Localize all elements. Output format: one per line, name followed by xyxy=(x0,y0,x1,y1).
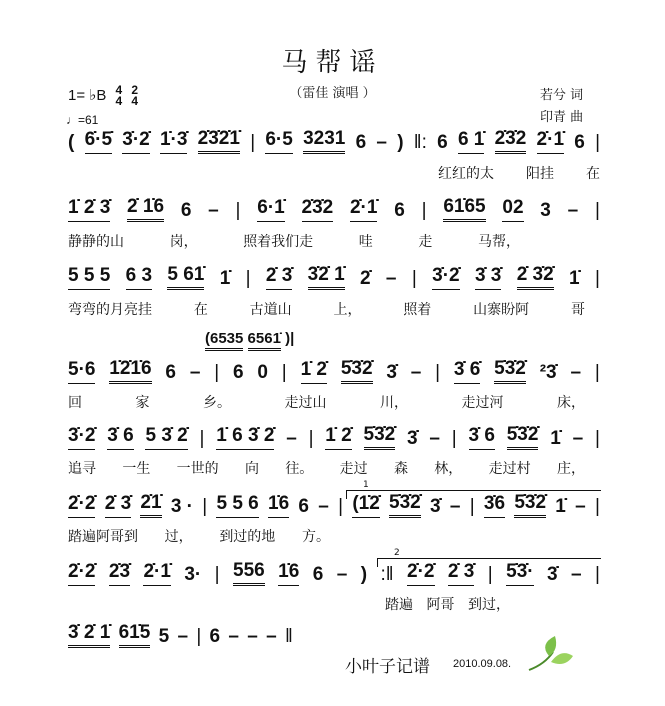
leaf-icon xyxy=(525,634,575,674)
note-group: – xyxy=(286,428,297,449)
lyric-word: 照着 xyxy=(403,302,432,318)
lyric-word: 走过河 xyxy=(461,395,504,411)
barline: | xyxy=(594,496,600,517)
barline: | xyxy=(487,564,493,585)
note-group: – xyxy=(318,496,329,517)
note-group: 61̇5 xyxy=(119,622,151,648)
lyric-word: 家 xyxy=(135,395,150,411)
volta-bracket xyxy=(346,480,601,499)
note-group: 5 61̇ xyxy=(167,264,204,290)
note-group: 02 xyxy=(502,197,523,222)
note-group: – xyxy=(247,626,258,647)
time-signature-2 xyxy=(131,85,138,107)
note-group: 1̇ 2̇ xyxy=(301,359,327,384)
note-group: 5̇3̇2̇ xyxy=(341,358,373,384)
note-group: 3̇2̇ 1̇ xyxy=(308,264,345,290)
transcriber-signature: 小叶子记谱 xyxy=(345,657,430,677)
note-group: 3̇ 6 xyxy=(469,425,495,450)
note-group: 1̇2̇1̇6 xyxy=(109,358,151,384)
lyric-word: 踏遍阿哥到 xyxy=(68,529,138,545)
note-group: 3̇·2̇ xyxy=(122,129,149,154)
note-group: 1̇ xyxy=(569,268,580,289)
note-group: 3̇ 3̇ xyxy=(475,265,501,290)
lyric-word: 庄， xyxy=(556,461,585,477)
note-group: 6 xyxy=(232,362,244,383)
note-group: 2̇ 1̇6 xyxy=(127,196,164,222)
note-group: 556 xyxy=(233,560,265,586)
note-group: 5̇3̇2̇ xyxy=(494,358,526,384)
lyrics-line xyxy=(68,299,585,319)
notation-line xyxy=(68,622,293,648)
barline: | xyxy=(214,564,220,585)
note-group: 5 3̇ 2̇ xyxy=(145,425,187,450)
notation-line xyxy=(68,264,600,290)
note-group: 2̇ xyxy=(360,268,371,289)
time-signature-1 xyxy=(116,85,123,107)
volta-bracket xyxy=(377,548,601,567)
lyric-word: 追寻 xyxy=(68,461,96,477)
note-group: – xyxy=(336,564,348,585)
note-group: 5̇3̇· xyxy=(506,561,533,586)
note-group: 5̇3̇2̇ xyxy=(389,492,421,518)
lyric-word: 岗， xyxy=(169,234,198,250)
note-group: ) xyxy=(397,132,404,153)
note-group: 6 xyxy=(298,496,309,517)
barline: | xyxy=(594,362,600,383)
barline: | xyxy=(411,268,417,289)
lyric-word: 床， xyxy=(557,395,585,411)
lyric-word: 森 xyxy=(393,461,408,477)
volta-number: 2 xyxy=(394,548,400,558)
note-group: – xyxy=(429,428,440,449)
note-group: 1̇·3̇ xyxy=(160,129,187,154)
note-group: 5 5 6 xyxy=(216,493,258,518)
barline: | xyxy=(308,428,314,449)
note-group: 3̇6 xyxy=(484,493,505,518)
note-group: 1̇6 xyxy=(278,561,299,586)
note-group: 3̇ 2̇ 1̇ xyxy=(68,622,110,648)
note-group: 2̇·1̇ xyxy=(537,129,564,154)
barline: :‖ xyxy=(380,564,394,585)
note-group: – xyxy=(449,496,461,517)
barline: | xyxy=(281,362,287,383)
lyric-word: 马帮， xyxy=(477,234,520,250)
note-group: 1̇ xyxy=(550,428,561,449)
barline: | xyxy=(245,268,251,289)
note-group: (1̇2̇ xyxy=(352,493,379,518)
lyric-word: 在 xyxy=(193,302,208,318)
lyric-word: 踏遍 xyxy=(385,597,413,613)
note-group: 6 xyxy=(209,626,221,647)
note-group: 6·5 xyxy=(265,129,292,154)
barline: | xyxy=(196,626,202,647)
note-group: 2̇ 3̇ xyxy=(448,561,474,586)
composer-credit: 印青 曲 xyxy=(540,110,584,125)
interlude-end: )| xyxy=(285,330,295,347)
note-group: 5 xyxy=(158,626,170,647)
barline: | xyxy=(235,200,241,221)
lyric-word: 走 xyxy=(418,234,433,250)
note-group: – xyxy=(567,200,579,221)
notation-line xyxy=(68,424,600,450)
lyrics-line xyxy=(68,231,520,251)
lyric-word: 走过村 xyxy=(488,461,531,477)
note-group: – xyxy=(575,496,586,517)
note-group: 2̇ 3̇ xyxy=(105,493,131,518)
note-group: 3 · xyxy=(170,496,194,517)
lyric-word: 方。 xyxy=(301,529,330,545)
interlude-phrase xyxy=(205,330,294,348)
note-group: 1̇ xyxy=(219,268,231,289)
volta-number: 1 xyxy=(363,480,369,490)
note-group: 6 xyxy=(355,132,367,153)
note-group: 6 1̇ xyxy=(458,129,484,154)
lyric-word: 向 xyxy=(244,461,259,477)
barline: | xyxy=(594,268,600,289)
note-group: ²3̇ xyxy=(539,362,557,383)
notation-line xyxy=(68,128,600,154)
note-group: ( xyxy=(68,132,75,153)
note-group: 2̇3̇2 xyxy=(495,128,527,154)
lyrics-line xyxy=(68,458,585,478)
lyric-word: 川， xyxy=(380,395,408,411)
barline: | xyxy=(421,200,427,221)
note-group: 2̇1̇ xyxy=(140,492,161,518)
note-group: 0 xyxy=(257,362,268,383)
note-group: 6 xyxy=(312,564,324,585)
barline: | xyxy=(469,496,475,517)
note-group: 5̇3̇2̇ xyxy=(514,492,546,518)
note-group: – xyxy=(266,626,277,647)
time-bottom: 4 xyxy=(115,94,123,109)
barline: | xyxy=(595,564,600,585)
note-group: – xyxy=(228,626,239,647)
lyrics-line xyxy=(385,594,510,614)
singer-credit: （雷佳 演唱 ） xyxy=(289,86,376,101)
note-group: 2̇ 3̇2̇ xyxy=(517,264,554,290)
note-group: 2̇3̇ xyxy=(109,561,130,586)
lyric-word: 乡。 xyxy=(203,395,231,411)
note-group: 3· xyxy=(184,564,202,585)
note-group: 1̇ 6 3̇ 2̇ xyxy=(216,425,274,450)
interlude-notes: (6535 xyxy=(205,330,243,351)
time-top: 4 xyxy=(115,83,123,98)
note-group: 3̇ xyxy=(430,496,441,517)
barline: ‖ xyxy=(285,626,293,647)
key-label: 1= ♭B xyxy=(68,87,107,104)
barline: | xyxy=(435,362,441,383)
note-group: – xyxy=(572,428,584,449)
note-group: – xyxy=(570,362,582,383)
note-group: 5̇3̇2̇ xyxy=(364,424,396,450)
lyric-word: 回 xyxy=(68,395,82,411)
lyric-word: 古道山 xyxy=(249,302,292,318)
note-group: 61̇65 xyxy=(443,196,485,222)
note-group: 3̇ xyxy=(407,428,418,449)
lyric-word: 阿哥 xyxy=(426,597,455,613)
lyric-word: 哥 xyxy=(570,302,585,318)
note-group: 6 xyxy=(437,132,448,153)
time-top: 2 xyxy=(131,83,139,98)
lyric-word: 林， xyxy=(434,461,463,477)
note-group: 2̇·2̇ xyxy=(407,561,434,586)
barline: | xyxy=(250,132,256,153)
lyric-word: 到过的地 xyxy=(219,529,276,545)
lyrics-line xyxy=(68,526,330,546)
note-group: 6̇·5̇ xyxy=(85,129,112,154)
lyric-word: 一生 xyxy=(122,461,151,477)
barline: | xyxy=(451,428,457,449)
tempo-marking: ♩=61 xyxy=(66,113,99,127)
note-group: 2̇·1̇ xyxy=(143,561,170,586)
lyric-word: 过， xyxy=(164,529,193,545)
lyric-word: 往。 xyxy=(285,461,314,477)
note-group: 3̇ 6̇ xyxy=(454,359,480,384)
lyric-word: 山寨盼阿 xyxy=(473,302,530,318)
note-group: 3̇ xyxy=(547,564,558,585)
note-group: 5̇3̇2̇ xyxy=(507,424,539,450)
note-group: 6 xyxy=(180,200,192,221)
lyricist-credit: 若兮 词 xyxy=(540,88,584,103)
notation-line xyxy=(68,358,600,384)
note-group: 3̇ xyxy=(386,362,397,383)
notation-line xyxy=(68,196,600,222)
barline: | xyxy=(594,428,600,449)
note-group: 2̇ 3̇ xyxy=(266,265,292,290)
lyric-word: 静静的山 xyxy=(68,234,124,250)
note-group: – xyxy=(385,268,397,289)
lyric-word: 在 xyxy=(586,166,600,182)
note-group: – xyxy=(410,362,422,383)
note-group: 1̇ 2̇ xyxy=(325,425,351,450)
note-group: 3̇ 6 xyxy=(107,425,133,450)
note-group: – xyxy=(189,362,201,383)
key-signature xyxy=(68,84,138,108)
barline: | xyxy=(199,428,205,449)
note-group: ) xyxy=(360,564,368,585)
note-group: 2̇·2̇ xyxy=(68,493,95,518)
lyric-word: 一世的 xyxy=(176,461,219,477)
barline: | xyxy=(338,496,344,517)
note-group: 2̇3̇2̇1̇ xyxy=(198,128,240,154)
note-group: 1̇6 xyxy=(268,493,289,518)
note-group: 3 xyxy=(540,200,551,221)
note-group: 6 xyxy=(574,132,585,153)
lyric-word: 照着我们走 xyxy=(243,234,314,250)
note-group: 3̇·2̇ xyxy=(432,265,459,290)
note-group: 5·6 xyxy=(68,359,95,384)
note-group: 5 5 5 xyxy=(68,265,110,290)
barline: | xyxy=(595,132,600,153)
note-group: 6 3 xyxy=(126,265,152,290)
note-group: – xyxy=(571,564,582,585)
transcription-date: 2010.09.08. xyxy=(453,658,512,670)
song-title: 马帮谣 xyxy=(281,48,384,78)
note-group: 6 xyxy=(394,200,405,221)
barline: ‖: xyxy=(413,132,427,153)
note-group: 1̇ xyxy=(555,496,566,517)
note-group: 6 xyxy=(165,362,176,383)
note-group: 6·1̇ xyxy=(257,197,284,222)
time-bottom: 4 xyxy=(131,94,139,109)
note-group: 3231 xyxy=(303,128,345,154)
lyric-word: 走过山 xyxy=(284,395,327,411)
lyric-word: 哇 xyxy=(358,234,373,250)
note-group: 3̇·2̇ xyxy=(68,425,95,450)
note-group: – xyxy=(177,626,189,647)
barline: | xyxy=(595,200,600,221)
lyric-word: 弯弯的月亮挂 xyxy=(68,302,152,318)
note-group: 2̇·1̇ xyxy=(350,197,377,222)
note-group: 2̇·2̇ xyxy=(68,561,95,586)
note-group: – xyxy=(208,200,219,221)
lyric-word: 到过， xyxy=(468,597,510,613)
note-group: – xyxy=(376,132,387,153)
lyric-word: 上， xyxy=(333,302,362,318)
barline: | xyxy=(202,496,208,517)
note-group: 1̇ 2̇ 3̇ xyxy=(68,197,110,222)
interlude-notes: 6561̇ xyxy=(248,330,281,351)
lyric-word: 走过 xyxy=(339,461,368,477)
barline: | xyxy=(214,362,220,383)
lyrics-line xyxy=(438,163,600,183)
note-group: 2̇3̇2 xyxy=(302,197,334,222)
lyrics-line xyxy=(68,392,585,412)
lyric-word: 红红的太 xyxy=(438,166,494,182)
lyric-word: 阳挂 xyxy=(526,166,554,182)
